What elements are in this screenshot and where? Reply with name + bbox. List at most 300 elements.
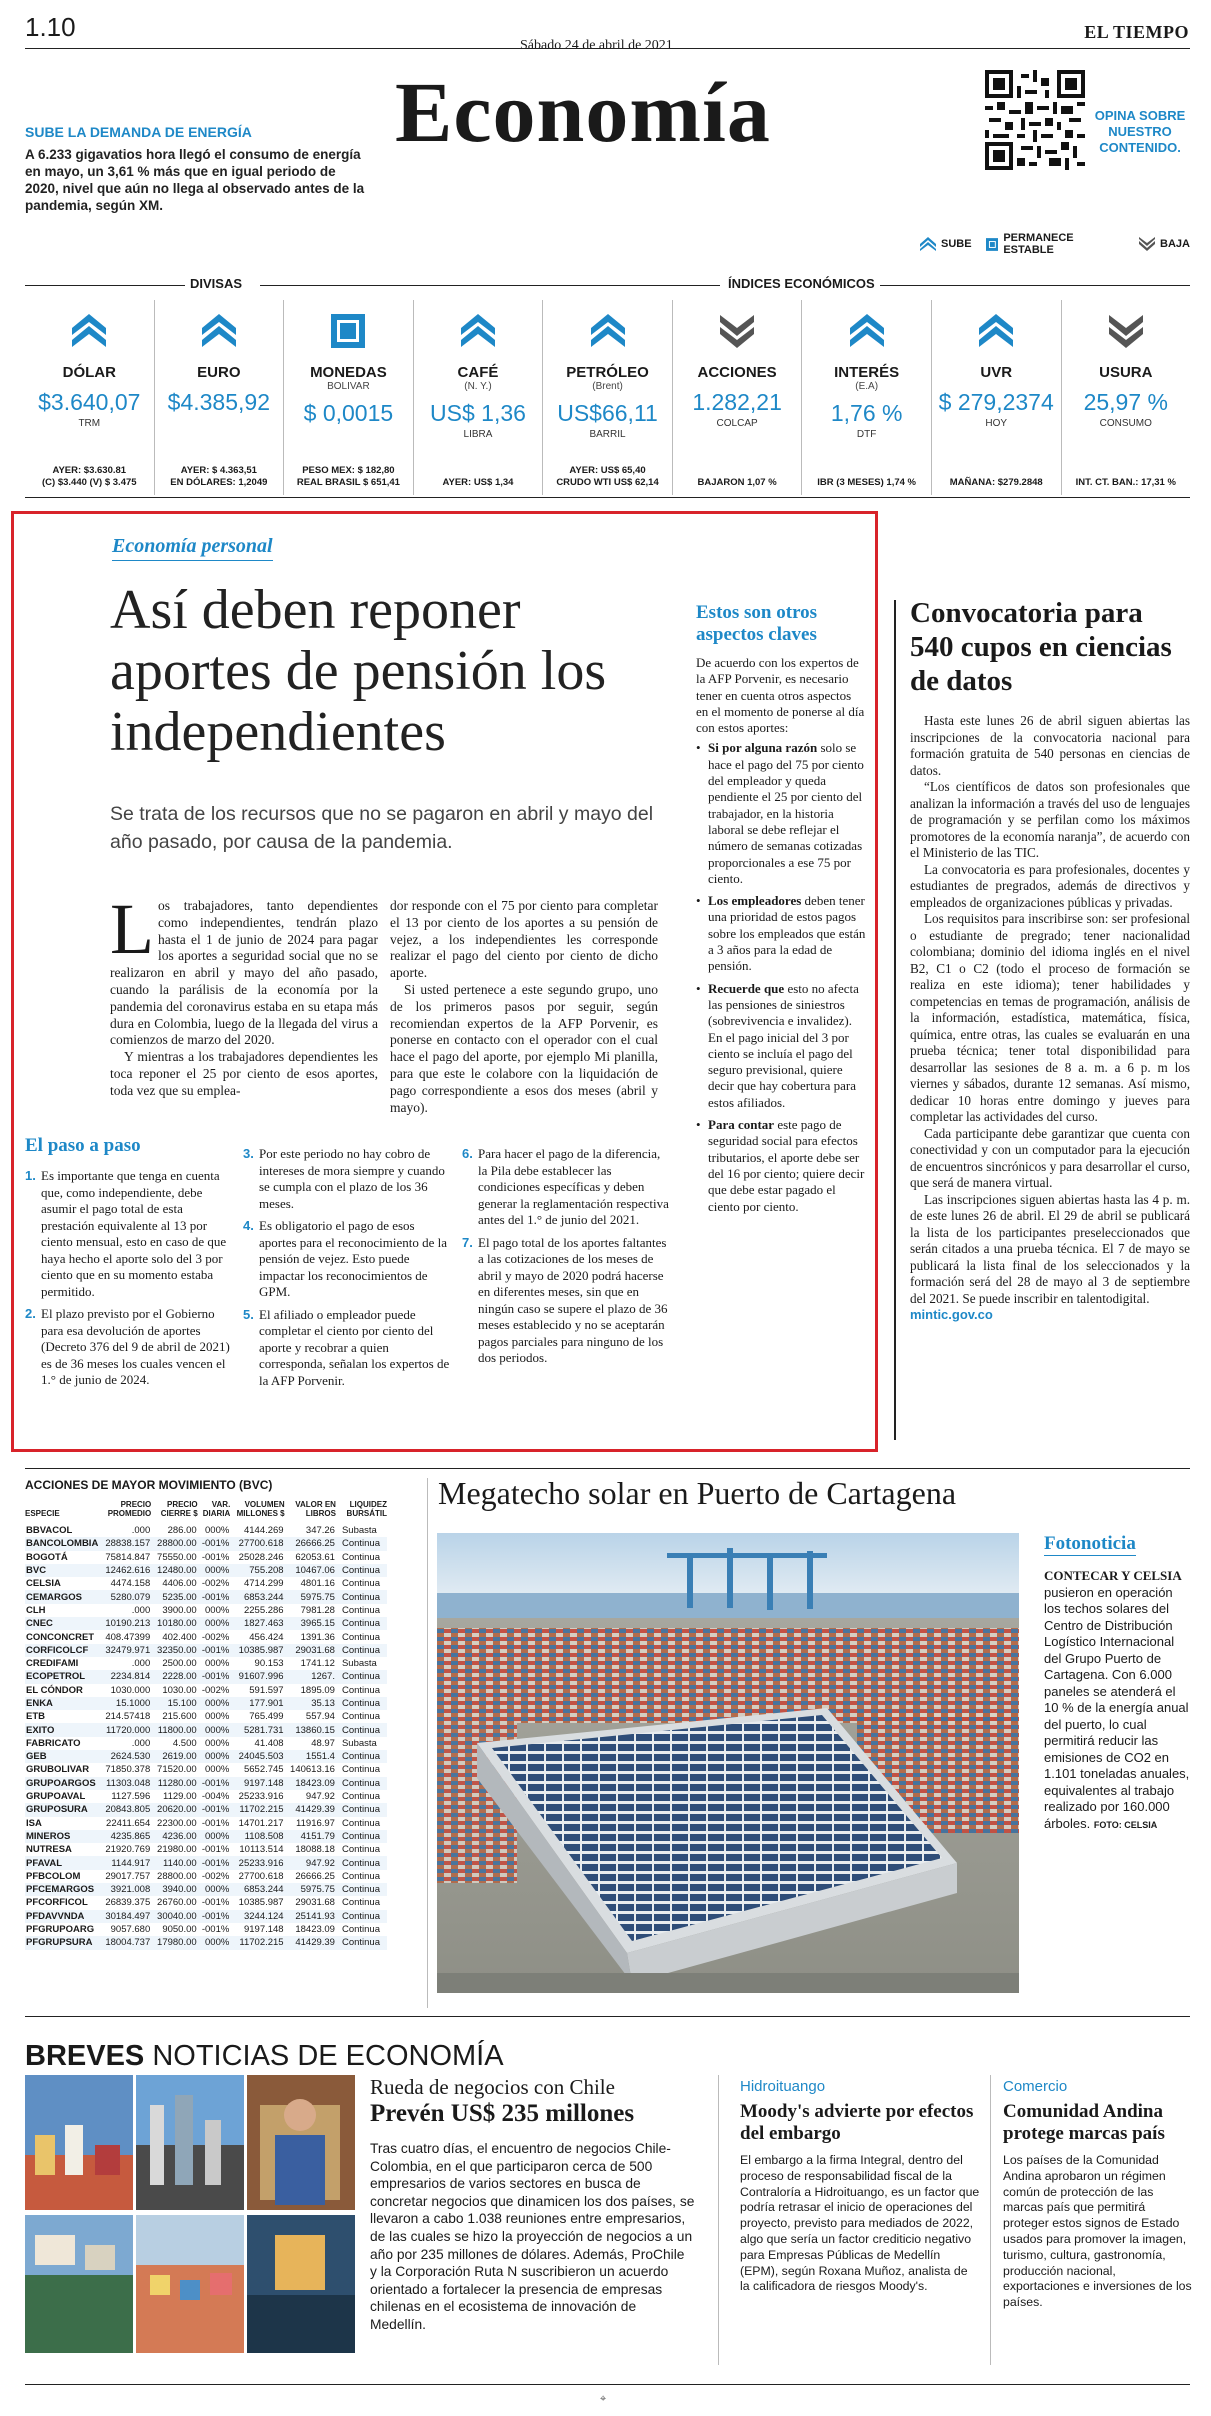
stocks-cell: 4144.269 <box>243 1525 284 1537</box>
steps-column-1 <box>25 1168 233 1395</box>
stocks-cell: 25233.916 <box>230 1856 284 1869</box>
column-rule <box>718 2075 719 2365</box>
stocks-cell: 1827.463 <box>230 1617 284 1630</box>
stocks-cell: 5652.745 <box>243 1764 284 1776</box>
sidebar-item-lead: Recuerde que <box>708 980 785 996</box>
step-item <box>243 1307 451 1390</box>
photo-news-title: Fotonoticia <box>1044 1533 1136 1554</box>
stocks-cell: 347.26 <box>305 1525 335 1537</box>
qr-code-icon[interactable] <box>985 70 1085 170</box>
trend-down-icon <box>720 314 754 348</box>
convocatoria-paragraph: Cada participante debe garantizar que cuenta con conectividad y con un computador para la ejecución de encuentros sincrónicos y para desarrollar el curso, que será de manera virtual. <box>910 1125 1190 1190</box>
stocks-cell: EL CÓNDOR <box>26 1684 83 1696</box>
publication-logo: EL TIEMPO <box>1084 22 1189 42</box>
sidebar-item-text: deben tener una prioridad de estos pagos sobre los empleados que están a 3 años para la edad de pensión. <box>708 893 866 974</box>
sidebar-item <box>696 740 866 887</box>
sidebar-item-lead: Si por alguna razón <box>708 740 818 756</box>
trend-up-icon <box>461 314 495 348</box>
legend-up-label: SUBE <box>941 238 972 250</box>
indicator-name: DÓLAR <box>62 364 116 381</box>
stocks-cell: 25141.93 <box>285 1910 336 1923</box>
chile-brief-body: Tras cuatro días, el encuentro de negocios Chile-Colombia, en el que participaron cerca de 500 empresarios de varios sectores en busca de concretar negocios que dinamicen los dos países, se llevaron a cabo 1.038 reuniones entre empresarios, de las cuales se hizo la proyección de negocios a un año por 235 millones de dólares. Además, ProChile y la Corporación Ruta N suscribieron un acuerdo orientado a fortalecer la presencia de empresas chilenas en el ecosistema de innovación de Medellín. <box>370 2141 695 2332</box>
stocks-cell: Continua <box>341 1604 380 1616</box>
stocks-cell: 140613.16 <box>290 1764 335 1776</box>
indicator-value: 1.282,21 <box>692 389 782 415</box>
stocks-cell: 5975.75 <box>285 1883 336 1896</box>
indicator-monedas[interactable] <box>284 300 414 495</box>
stocks-cell: -001% <box>198 1777 231 1790</box>
stocks-cell: 15.100 <box>151 1697 197 1710</box>
legend-stable <box>986 232 1125 256</box>
stocks-cell: 12462.616 <box>99 1564 151 1577</box>
indicator-name: INTERÉS <box>834 364 900 381</box>
indicator-unit: DTF <box>856 429 877 440</box>
stocks-cell: 1267. <box>285 1670 336 1683</box>
article-deck: Se trata de los recursos que no se pagaron en abril y mayo del año pasado, por causa de la pandemia. <box>110 803 654 853</box>
brief-title[interactable]: Moody's advierte por efectos del embargo <box>740 2101 974 2144</box>
comercio-brief <box>1003 2078 1193 2311</box>
step-item <box>462 1146 672 1229</box>
stocks-table <box>25 1500 387 1950</box>
stocks-cell: 11702.215 <box>230 1936 284 1949</box>
stocks-cell: Continua <box>341 1817 380 1829</box>
energy-brief-text: A 6.233 gigavatios hora llegó el consumo de energía en mayo, un 3,61 % más que en igual periodo de 2020, nivel que aún no llega al observado antes de la pandemia, según XM. <box>25 147 365 213</box>
stocks-cell: 90.153 <box>254 1658 284 1670</box>
stocks-cell: 215.600 <box>162 1711 197 1723</box>
stocks-cell: -001% <box>201 1817 230 1829</box>
trend-stable-icon <box>986 238 999 251</box>
stocks-cell: Continua <box>341 1711 380 1723</box>
stocks-cell: 2228.00 <box>151 1670 197 1683</box>
divisas-rule-left <box>25 285 185 286</box>
stocks-row <box>25 1670 387 1683</box>
indicator-footnote: INT. CT. BAN.: 17,31 % <box>1075 477 1176 488</box>
stocks-cell: 000% <box>205 1604 230 1616</box>
indicator-sub: (E.A) <box>855 381 879 392</box>
indicator-name: MONEDAS <box>310 364 387 381</box>
stocks-cell: 000% <box>198 1750 231 1763</box>
stocks-cell: 2619.00 <box>151 1750 197 1763</box>
convocatoria-paragraph: Los requisitos para inscribirse son: ser profesional o estudiante de pregrado; tener nacionalidad colombiana; dominio del idioma inglés en el nivel B2, C1 o C2 (todo el proceso de formación se realiza en este idioma); tener habilidades y competencias en temas de programación, análisis de la información, estadística, matemática, física, química, entre otras, las cuales se evaluarán en una prueba técnica; tener total disponibilidad para desarrollar las sesiones de 8 a. m. a 6 p. m los viernes y sábados, durante 12 semanas. Así mismo, dedicar 10 horas entre domingo y jueves para completar las actividades del curso. <box>910 911 1190 1124</box>
stocks-row <box>25 1750 387 1763</box>
indicator-name: CAFÉ <box>457 364 499 381</box>
indicator-usura[interactable] <box>1062 300 1191 495</box>
indicator-footnote: IBR (3 MESES) 1,74 % <box>817 477 917 488</box>
stocks-cell: 22411.654 <box>106 1817 151 1829</box>
stocks-cell: Continua <box>336 1537 387 1550</box>
stocks-cell: 5235.00 <box>151 1590 197 1603</box>
stocks-cell: 9197.148 <box>230 1777 284 1790</box>
indicator-interés[interactable] <box>802 300 932 495</box>
section-rule <box>25 2016 1190 2017</box>
stocks-cell: 9057.680 <box>110 1924 151 1936</box>
article-body-column-1 <box>110 889 378 1100</box>
stocks-cell: 1108.508 <box>230 1830 284 1843</box>
stocks-cell: Continua <box>336 1670 387 1683</box>
stocks-cell: -002% <box>201 1684 230 1696</box>
indicators-row <box>25 300 1190 495</box>
stocks-cell: ISA <box>26 1817 42 1829</box>
stocks-column-header: PRECIO PROMEDIO <box>107 1500 152 1518</box>
convocatoria-title[interactable]: Convocatoria para 540 cupos en ciencias de datos <box>910 597 1172 697</box>
chile-collage-photo <box>25 2075 355 2353</box>
indicator-sub: BOLIVAR <box>327 381 370 392</box>
indicator-name: PETRÓLEO <box>566 364 649 381</box>
stocks-row <box>25 1564 387 1577</box>
stocks-row <box>25 1936 387 1949</box>
stocks-cell: 20620.00 <box>151 1803 197 1816</box>
step-item <box>25 1168 233 1300</box>
stocks-cell: 10385.987 <box>238 1897 284 1909</box>
stocks-cell: 1030.000 <box>110 1684 151 1696</box>
stocks-cell: 755.208 <box>230 1564 284 1577</box>
step-text: Es obligatorio el pago de esos aportes para el reconocimiento de la pensión de vejez. Esto puede impactar los reconocimientos de GPM. <box>259 1218 448 1299</box>
stocks-cell: 11702.215 <box>230 1803 284 1816</box>
stocks-cell: 35.13 <box>285 1697 336 1710</box>
stocks-cell: Continua <box>336 1936 387 1949</box>
stocks-column-header: VALOR EN LIBROS <box>295 1500 336 1518</box>
indices-rule-right <box>880 285 1190 286</box>
briefs-header-rest: NOTICIAS DE ECONOMÍA <box>144 2040 504 2072</box>
indicator-café[interactable] <box>414 300 544 495</box>
photo-credit: FOTO: CELSIA <box>1093 1819 1158 1830</box>
stocks-cell: 11280.00 <box>151 1777 197 1790</box>
convocatoria-paragraph: Hasta este lunes 26 de abril siguen abiertas las inscripciones de la convocatoria nacional para formación gratuita de 540 personas en ciencias de datos. <box>910 713 1190 778</box>
stocks-column-header: LIQUIDEZ BURSÁTIL <box>346 1500 387 1518</box>
stocks-cell: 4151.79 <box>285 1830 336 1843</box>
stocks-cell: GRUBOLIVAR <box>26 1764 90 1776</box>
indicator-value: $3.640,07 <box>38 389 141 415</box>
sidebar-item-lead: Para contar <box>708 1117 775 1133</box>
stocks-row <box>25 1577 387 1590</box>
stocks-row <box>25 1537 387 1550</box>
stocks-table-title: ACCIONES DE MAYOR MOVIMIENTO (BVC) <box>25 1478 273 1492</box>
publication-date: Sábado 24 de abril de 2021 <box>520 38 673 53</box>
sidebar-title: Estos son otros aspectos claves <box>696 602 818 645</box>
stocks-cell: 71520.00 <box>157 1764 197 1776</box>
stocks-cell: BOGOTÁ <box>26 1551 68 1563</box>
stocks-cell: Continua <box>341 1551 380 1563</box>
stocks-cell: -002% <box>201 1578 230 1590</box>
indicator-name: UVR <box>980 364 1013 381</box>
indicator-footnote: AYER: US$ 65,40 CRUDO WTI US$ 62,14 <box>556 465 659 488</box>
stocks-cell: 4236.00 <box>151 1830 197 1843</box>
indicator-footnote: MAÑANA: $279.2848 <box>949 477 1043 488</box>
stocks-cell: -001% <box>198 1803 231 1816</box>
stocks-cell: Continua <box>341 1578 380 1590</box>
stocks-cell: 26666.25 <box>295 1870 335 1882</box>
stocks-cell: Continua <box>341 1844 380 1856</box>
stocks-cell: 62053.61 <box>295 1551 335 1563</box>
convocatoria-paragraph: Las inscripciones siguen abiertas hasta las 4 p. m. de este lunes 26 de abril. El 29 de abril se publicará la lista de los participantes preseleccionados que serán citados a una prueba técnica. El 7 de mayo se publicará la lista final de los seleccionados y la formación será del 28 de mayo al 3 de septiembre del 2021. Se puede inscribir en talentodigital. <box>910 1191 1190 1306</box>
stocks-cell: 18423.09 <box>285 1777 336 1790</box>
trend-up-icon <box>920 237 936 251</box>
solar-roof-photo <box>437 1533 1019 1993</box>
stocks-cell: CNEC <box>25 1617 99 1630</box>
stocks-cell: 10180.00 <box>151 1617 197 1630</box>
stocks-cell: 26839.375 <box>105 1897 151 1909</box>
sidebar-item-text: solo se hace el pago del 75 por ciento del empleador y queda pendiente el 25 por ciento del trabajador, en la historia laboral se debe reflejar el número de semanas cotizadas proporcionales a ese 75 por ciento. <box>708 740 864 886</box>
stocks-cell: 3921.008 <box>99 1883 151 1896</box>
chile-brief-title[interactable]: Prevén US$ 235 millones <box>370 2100 635 2127</box>
stocks-cell: 1129.00 <box>163 1791 197 1803</box>
sidebar-item-lead: Los empleadores <box>708 893 802 909</box>
stocks-row <box>25 1883 387 1896</box>
trend-up-icon <box>591 314 625 348</box>
step-text: Es importante que tenga en cuenta que, como independiente, debe asumir el pago total de esta prestación equivalente al 13 por ciento mensual, esto en caso de que haya hecho el aporte solo del 3 por ciento que en su momento estaba permitido. <box>41 1168 227 1299</box>
stocks-cell: 402.400 <box>162 1631 197 1643</box>
article-paragraph: dor responde con el 75 por ciento para completar el 13 por ciento de los aportes a su pensión de vejez, a los independientes les corresponde realizar el pago del ciento por ciento de dicho aporte. <box>390 898 658 981</box>
column-rule <box>894 600 896 1440</box>
stocks-cell: 000% <box>205 1658 230 1670</box>
stocks-cell: 000% <box>205 1711 230 1723</box>
stocks-cell: 17980.00 <box>151 1936 197 1949</box>
stocks-row <box>25 1910 387 1923</box>
indicator-value: 1,76 % <box>830 400 903 426</box>
stocks-cell: -001% <box>198 1910 231 1923</box>
stocks-row <box>25 1870 387 1883</box>
stocks-cell: 10385.987 <box>230 1644 284 1657</box>
stocks-row <box>25 1630 387 1643</box>
stocks-cell: 177.901 <box>230 1697 284 1710</box>
stocks-cell: .000 <box>131 1604 151 1616</box>
indicator-name: USURA <box>1099 364 1153 381</box>
stocks-cell: 5281.731 <box>230 1723 284 1736</box>
stocks-cell: 10113.514 <box>239 1844 284 1856</box>
brief-kicker: Hidroituango <box>740 2078 826 2095</box>
sidebar-list <box>696 740 866 1214</box>
stocks-cell: 4474.158 <box>110 1578 151 1590</box>
stocks-row <box>25 1843 387 1856</box>
stocks-cell: 000% <box>198 1936 231 1949</box>
column-rule <box>427 1478 428 2008</box>
trend-down-icon <box>1109 314 1143 348</box>
sidebar-item <box>696 893 866 974</box>
stocks-cell: .000 <box>131 1737 151 1749</box>
stocks-cell: 947.92 <box>305 1791 335 1803</box>
stocks-cell: 11720.000 <box>99 1723 151 1736</box>
page-number: 1.10 <box>25 12 76 42</box>
qr-caption: OPINA SOBRE NUESTRO CONTENIDO. <box>1094 108 1186 155</box>
indicator-value: $4.385,92 <box>167 389 270 415</box>
stocks-row <box>25 1590 387 1603</box>
steps-column-2 <box>243 1146 451 1395</box>
stocks-cell: 22300.00 <box>157 1817 197 1829</box>
stocks-cell: 48.97 <box>311 1737 335 1749</box>
section-rule <box>25 1468 1190 1469</box>
stocks-column-header: VOLUMEN MILLONES $ <box>236 1500 285 1518</box>
stocks-cell: 25028.246 <box>238 1551 284 1563</box>
stocks-cell: CORFICOLCF <box>25 1644 99 1657</box>
stocks-cell: GRUPOAVAL <box>26 1791 86 1803</box>
stocks-cell: .000 <box>131 1658 151 1670</box>
stocks-cell: 5975.75 <box>285 1590 336 1603</box>
indicator-unit: COLCAP <box>716 418 758 429</box>
stocks-cell: 1551.4 <box>285 1750 336 1763</box>
stocks-cell: GRUPOARGOS <box>25 1777 99 1790</box>
stocks-cell: PFAVAL <box>25 1856 99 1869</box>
stocks-cell: ECOPETROL <box>25 1670 99 1683</box>
brief-body: Los países de la Comunidad Andina aprobaron un régimen común de protección de las marcas país que permitirá proteger estos signos de Estado usados para promover la imagen, turismo, cultura, gastronomía, producción nacional, exportaciones e inversiones de los países. <box>1003 2153 1192 2310</box>
stocks-cell: 27700.618 <box>238 1870 284 1882</box>
stocks-cell: .000 <box>131 1525 151 1537</box>
solar-headline[interactable]: Megatecho solar en Puerto de Cartagena <box>438 1475 957 1511</box>
photo-caption-text: pusieron en operación los techos solares del Centro de Distribución Logístico Internacional del Grupo Puerto de Cartagena. Con 6.000 paneles se atenderá el 10 % de la energía anual del puerto, lo cual permitirá reducir las emisiones de CO2 en 1.101 toneladas anuales, equivalentes al trabajo realizado por 160.000 árboles. <box>1044 1584 1190 1831</box>
energy-brief-heading: SUBE LA DEMANDA DE ENERGÍA <box>25 124 252 140</box>
indicator-value: US$ 1,36 <box>430 400 526 426</box>
stocks-row <box>25 1723 387 1736</box>
step-text: El plazo previsto por el Gobierno para esa devolución de aportes (Decreto 376 del 9 de abril de 2021) es de 36 meses los cuales vencen el 1.° de junio de 2024. <box>41 1306 230 1387</box>
stocks-cell: ETB <box>26 1711 45 1723</box>
indicator-footnote: AYER: US$ 1,34 <box>442 477 514 488</box>
article-kicker: Economía personal <box>112 535 273 561</box>
step-number: 3. <box>243 1146 254 1161</box>
stocks-cell: 32350.00 <box>151 1644 197 1657</box>
stocks-cell: -001% <box>198 1590 231 1603</box>
stocks-cell: 15.1000 <box>99 1697 151 1710</box>
stocks-cell: 000% <box>198 1723 231 1736</box>
brief-kicker: Comercio <box>1003 2078 1068 2095</box>
stocks-cell: Continua <box>341 1897 380 1909</box>
stocks-cell: Continua <box>336 1777 387 1790</box>
stocks-cell: Continua <box>341 1924 380 1936</box>
stocks-cell: 214.57418 <box>105 1711 151 1723</box>
divisas-label: DIVISAS <box>190 276 243 291</box>
stocks-cell: Continua <box>336 1830 387 1843</box>
indicator-uvr[interactable] <box>932 300 1062 495</box>
stocks-cell: PFCORFICOL <box>26 1897 88 1909</box>
stocks-cell: Continua <box>341 1631 380 1643</box>
step-text: El pago total de los aportes faltantes a las cotizaciones de los meses de abril y mayo de 2020 podrá hacerse en diferentes meses, sin que en ningún caso se supere el plazo de 36 meses establecido y no se aceptarán pagos parciales para ninguno de los dos periodos. <box>478 1234 668 1365</box>
stocks-cell: 1030.00 <box>162 1684 197 1696</box>
stocks-cell: 21920.769 <box>105 1844 151 1856</box>
convocatoria-paragraph: La convocatoria es para profesionales, docentes y estudiantes de pregrados, además de directivos y empleados de organizaciones públicas y privadas. <box>910 861 1190 910</box>
column-rule <box>990 2075 991 2365</box>
trend-up-icon <box>202 314 236 348</box>
stocks-cell: Continua <box>341 1870 380 1882</box>
briefs-header <box>25 2040 504 2073</box>
article-paragraph: Si usted pertenece a este segundo grupo, uno de los primeros pasos por seguir, según recomiendan expertos de la AFP Porvenir, es ponerse en contacto con el operador con el cual hace el pago del aporte, por ejemplo Mi planilla, para que este le colabore con la liquidación de pago correspondiente a esos dos meses (abril y mayo). <box>390 981 658 1115</box>
stocks-cell: Continua <box>341 1791 380 1803</box>
stocks-cell: 25233.916 <box>238 1791 284 1803</box>
stocks-row <box>25 1817 387 1830</box>
article-headline[interactable]: Así deben reponer aportes de pensión los independientes <box>110 579 607 763</box>
indicator-sub: (Brent) <box>592 381 623 392</box>
stocks-cell: 32479.971 <box>99 1644 151 1657</box>
stocks-row <box>25 1617 387 1630</box>
stocks-column-header: ESPECIE <box>25 1509 60 1518</box>
stocks-cell: Continua <box>336 1564 387 1577</box>
stocks-cell: 4801.16 <box>300 1578 335 1590</box>
stocks-cell: 29031.68 <box>285 1644 336 1657</box>
indicator-value: $ 0,0015 <box>303 400 394 426</box>
stocks-cell: 2500.00 <box>162 1658 197 1670</box>
sidebar-item <box>696 981 866 1111</box>
step-text: Por este periodo no hay cobro de intereses de mora siempre y cuando se cumpla con el plazo de los 36 meses. <box>259 1146 445 1211</box>
indicator-euro[interactable] <box>155 300 285 495</box>
stocks-cell: 591.597 <box>249 1684 284 1696</box>
stocks-column-header: VAR. DIARIA <box>202 1500 231 1518</box>
stocks-row <box>25 1803 387 1816</box>
sidebar-item-text: esto no afecta las pensiones de siniestros (sobrevivencia e invalidez). En el pago inicial del 3 por ciento se incluía el pago del seguro previsional, quiere decir que hay cobertura para estos afiliados. <box>708 980 859 1110</box>
stocks-cell: 4.500 <box>172 1737 197 1749</box>
stocks-cell: 20843.805 <box>99 1803 151 1816</box>
stocks-cell: 11800.00 <box>151 1723 197 1736</box>
stocks-cell: PFGRUPSURA <box>25 1936 99 1949</box>
indicator-unit: HOY <box>985 418 1008 429</box>
stocks-cell: 3244.124 <box>230 1910 284 1923</box>
stocks-row <box>25 1644 387 1657</box>
brief-title[interactable]: Comunidad Andina protege marcas país <box>1003 2101 1165 2144</box>
indicator-unit: LIBRA <box>463 429 493 440</box>
article-body-column-2 <box>390 898 658 1116</box>
stocks-cell: Subasta <box>341 1525 377 1537</box>
registration-mark-icon: ⌖ <box>600 2392 607 2405</box>
stocks-cell: 557.94 <box>305 1711 335 1723</box>
sidebar-body <box>696 655 866 1221</box>
trend-stable-icon <box>331 314 365 348</box>
stocks-row <box>25 1790 387 1803</box>
indicator-footnote: AYER: $3.630.81 (C) $3.440 (V) $ 3.475 <box>42 465 137 488</box>
stocks-cell: 000% <box>198 1830 231 1843</box>
indicator-footnote: BAJARON 1,07 % <box>697 477 777 488</box>
stocks-cell: CREDIFAMI <box>26 1658 79 1670</box>
indicator-footnote: PESO MEX: $ 182,80 REAL BRASIL $ 651,41 <box>296 465 400 488</box>
legend-down-label: BAJA <box>1160 238 1190 250</box>
stocks-cell: 1140.00 <box>151 1856 197 1869</box>
step-text: El afiliado o empleador puede completar el ciento por ciento del aporte y recobrar a quien corresponda, señalan los expertos de la AFP Porvenir. <box>259 1306 450 1388</box>
indicator-sub: (N. Y.) <box>464 381 492 392</box>
stocks-row <box>25 1896 387 1909</box>
indicator-dólar[interactable] <box>25 300 155 495</box>
indicator-acciones[interactable] <box>673 300 803 495</box>
stocks-cell: 11916.97 <box>296 1817 335 1829</box>
stocks-cell: 2234.814 <box>99 1670 151 1683</box>
stocks-cell: 6853.244 <box>230 1883 284 1896</box>
stocks-cell: 4714.299 <box>243 1578 284 1590</box>
stocks-cell: 1895.09 <box>300 1684 335 1696</box>
stocks-cell: 456.424 <box>249 1631 284 1643</box>
stocks-cell: 26760.00 <box>157 1897 197 1909</box>
chile-brief-kicker: Rueda de negocios con Chile <box>370 2075 615 2099</box>
stocks-cell: -001% <box>198 1644 231 1657</box>
stocks-cell: 1391.36 <box>300 1631 335 1643</box>
stocks-cell: 75550.00 <box>157 1551 197 1563</box>
steps-column-3 <box>462 1146 672 1373</box>
stocks-cell: 000% <box>198 1883 231 1896</box>
drop-cap: L <box>110 889 154 969</box>
stocks-cell: -001% <box>201 1844 230 1856</box>
stocks-cell: -002% <box>201 1631 230 1643</box>
indicator-unit: BARRIL <box>589 429 626 440</box>
indicator-petróleo[interactable] <box>543 300 673 495</box>
stocks-cell: 91607.996 <box>230 1670 284 1683</box>
indicator-name: EURO <box>197 364 241 381</box>
stocks-cell: PFBCOLOM <box>26 1870 81 1882</box>
stocks-cell: 286.00 <box>167 1525 197 1537</box>
mintic-link[interactable]: mintic.gov.co <box>910 1307 993 1322</box>
trend-up-icon <box>850 314 884 348</box>
stocks-cell: 000% <box>198 1617 231 1630</box>
stocks-cell: BVC <box>25 1564 99 1577</box>
legend-stable-label: PERMANECE ESTABLE <box>1003 232 1074 256</box>
stocks-cell: 947.92 <box>285 1856 336 1869</box>
stocks-cell: 1741.12 <box>300 1658 335 1670</box>
legend-up <box>920 237 972 251</box>
stocks-cell: CEMARGOS <box>25 1590 99 1603</box>
article-paragraph: Y mientras a los trabajadores dependientes les toca reponer el 25 por ciento de esos aportes, toda vez que su emplea- <box>110 1049 378 1098</box>
convocatoria-body <box>910 713 1190 1324</box>
